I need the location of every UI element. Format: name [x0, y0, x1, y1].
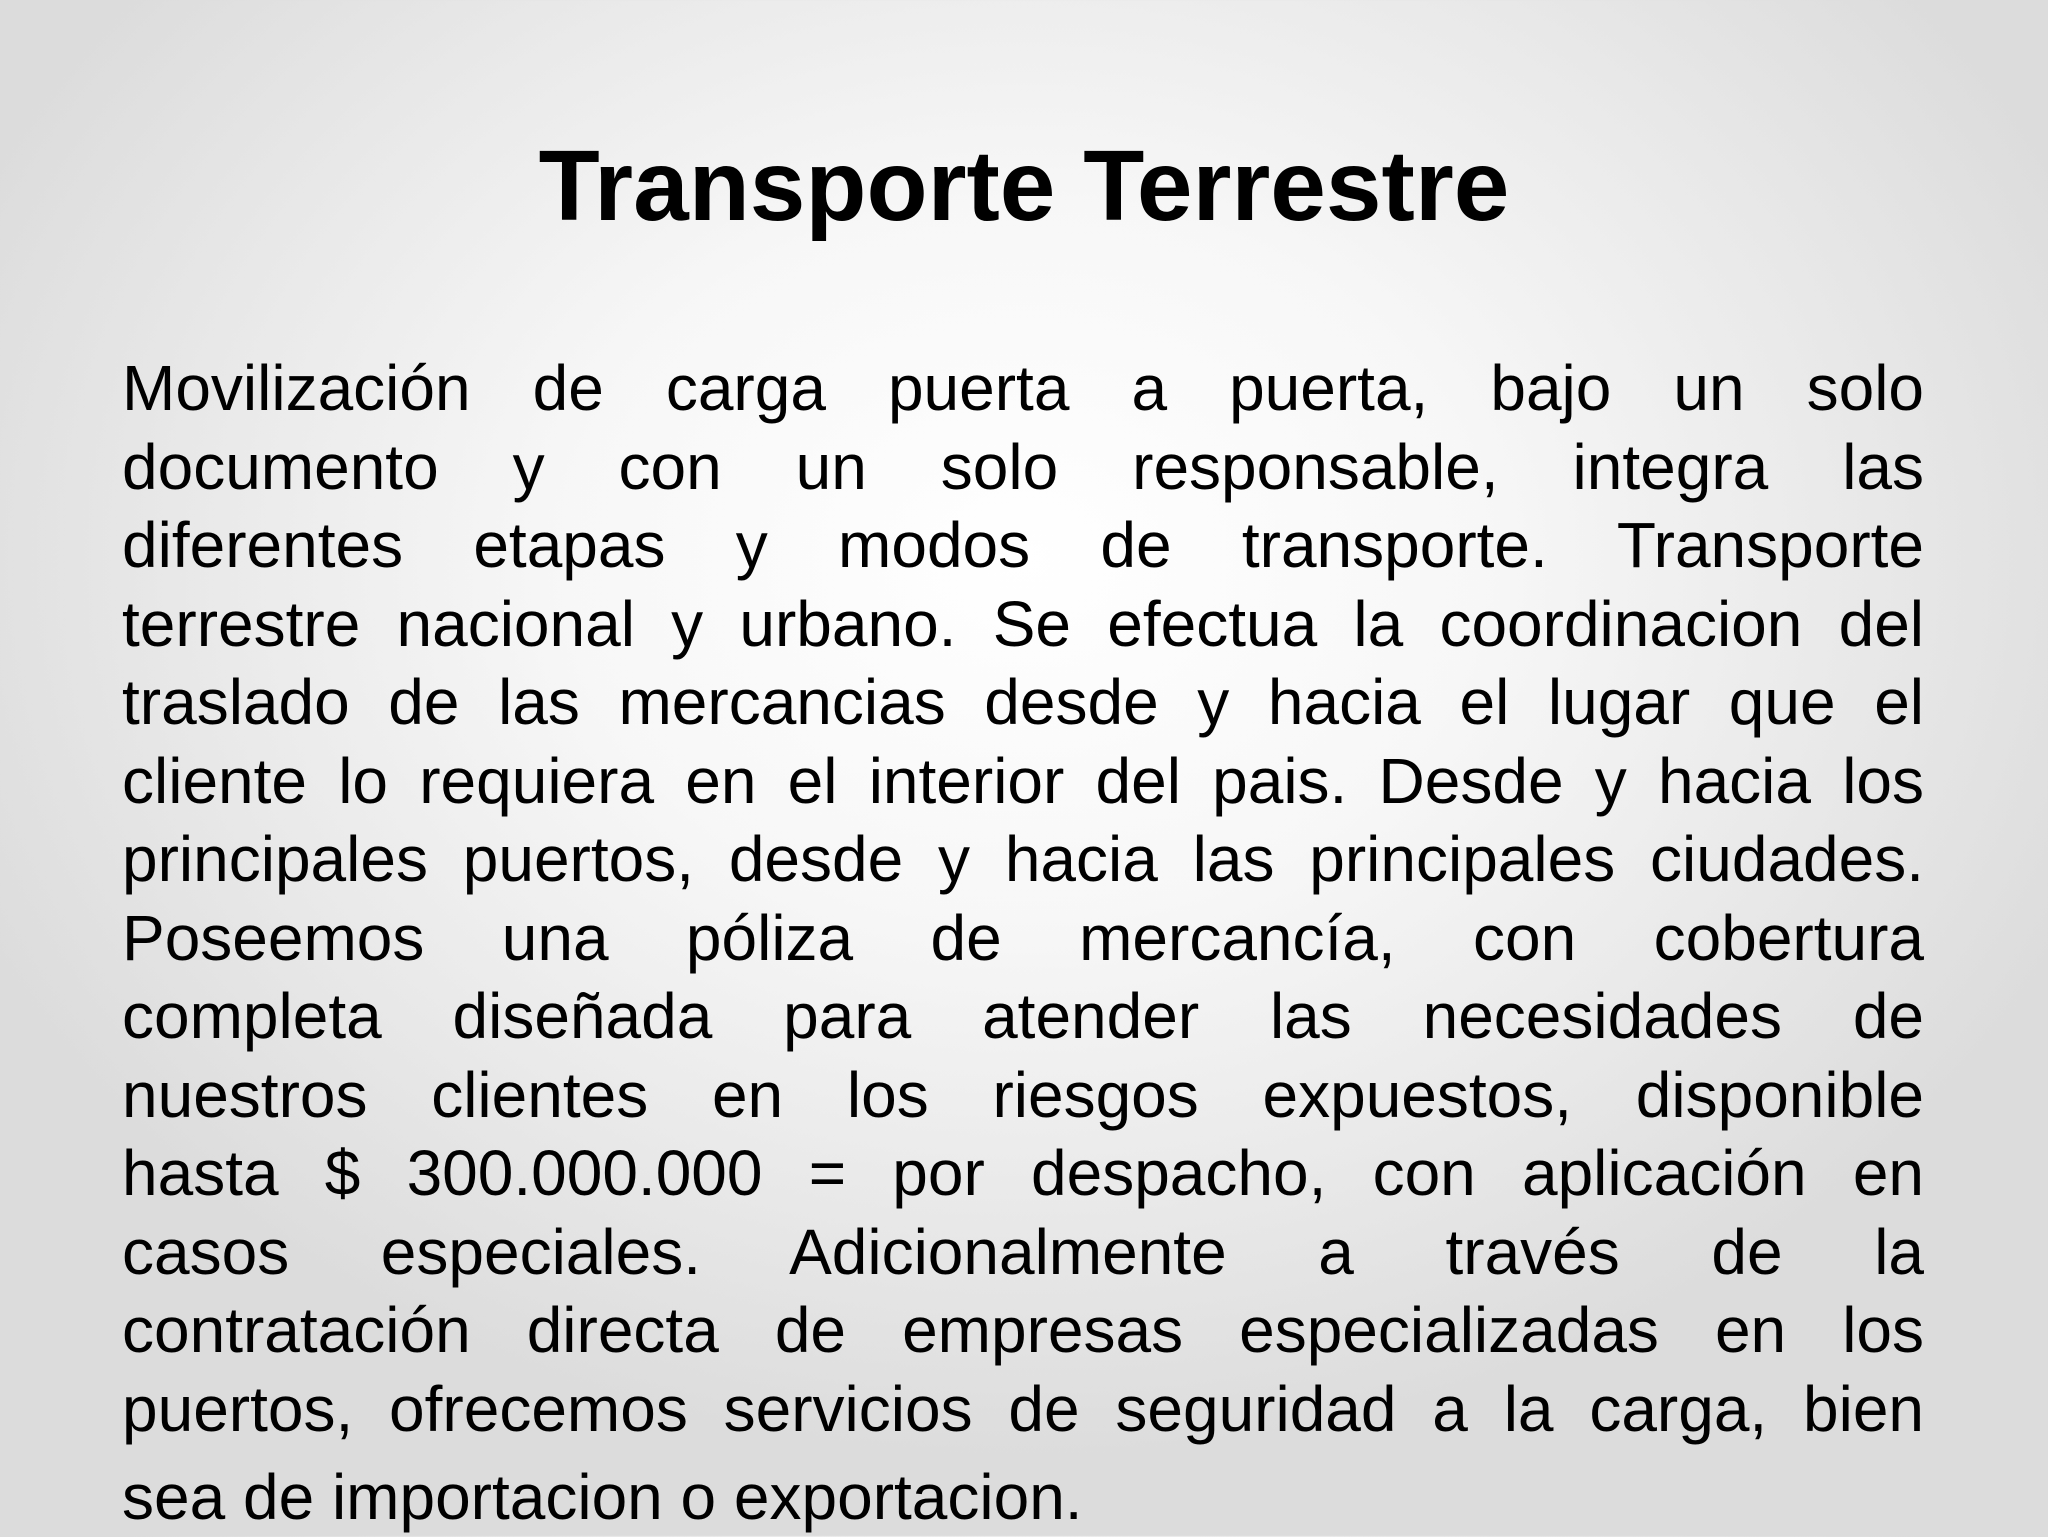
body-line: diferentes etapas y modos de transporte. Transporte — [122, 509, 1924, 581]
body-line: traslado de las mercancias desde y hacia el lugar que el — [122, 666, 1924, 738]
body-line: casos especiales. Adicionalmente a través de la — [122, 1215, 1924, 1288]
body-line: hasta $ 300.000.000 = por despacho, con aplicación en — [122, 1137, 1924, 1209]
body-line: contratación directa de empresas especializadas en los — [122, 1294, 1924, 1366]
slide-title: Transporte Terrestre — [538, 130, 1510, 242]
body-line: Movilización de carga puerta a puerta, bajo un solo — [122, 352, 1924, 424]
body-line: puertos, ofrecemos servicios de seguridad a la carga, bien — [122, 1372, 1924, 1445]
body-line: sea de importacion o exportacion. — [122, 1461, 1083, 1533]
body-line: terrestre nacional y urbano. Se efectua la coordinacion del — [122, 587, 1924, 660]
body-line: principales puertos, desde y hacia las principales ciudades. — [122, 823, 1924, 895]
body-line: Poseemos una póliza de mercancía, con cobertura — [122, 901, 1924, 974]
body-line: documento y con un solo responsable, integra las — [122, 430, 1924, 503]
body-line: nuestros clientes en los riesgos expuestos, disponible — [122, 1058, 1924, 1131]
body-line: completa diseñada para atender las necesidades de — [122, 980, 1924, 1052]
body-line: cliente lo requiera en el interior del pais. Desde y hacia los — [122, 744, 1924, 817]
slide-body-paragraph — [122, 349, 1924, 1537]
